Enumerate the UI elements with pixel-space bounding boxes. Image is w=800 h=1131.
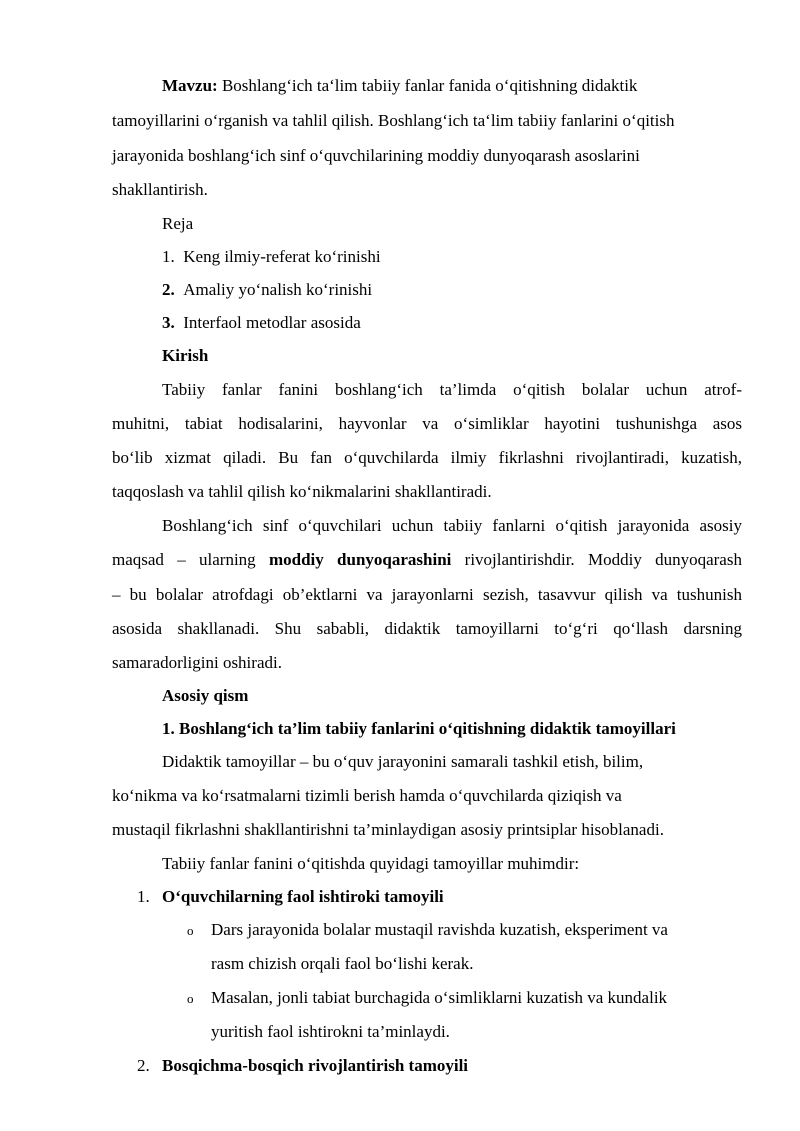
plan-item-text: Keng ilmiy-referat ko‘rinishi — [183, 247, 381, 266]
bullet-2-line-1: Masalan, jonli tabiat burchagida o‘simliklarni kuzatish va kundalik — [211, 988, 668, 1007]
topic-line-2: tamoyillarini o‘rganish va tahlil qilish. Boshlang‘ich ta‘lim tabiiy fanlarini o‘qitish — [112, 111, 675, 130]
intro-p2-line-3: – bu bolalar atrofdagi ob’ektlarni va jarayonlarni sezish, tasavvur qilish va tushunish — [112, 585, 742, 604]
principles-lead: Tabiiy fanlar fanini o‘qitishda quyidagi tamoyillar muhimdir: — [162, 854, 580, 873]
plan-item-number: 1. — [162, 247, 175, 266]
plan-item-number: 3. — [162, 313, 175, 332]
plan-item-2 — [162, 280, 372, 300]
plan-item-1 — [162, 247, 381, 267]
intro-p2-line-4: asosida shakllanadi. Shu sababli, didaktik tamoyillarni to‘g‘ri qo‘llash darsning — [112, 619, 742, 638]
intro-heading: Kirish — [162, 346, 209, 365]
bullet-1-line-1: Dars jarayonida bolalar mustaqil ravishda kuzatish, eksperiment va — [211, 920, 668, 939]
intro-p2-line-2 — [112, 550, 742, 570]
section-1-title: 1. Boshlang‘ich ta’lim tabiiy fanlarini o‘qitishning didaktik tamoyillari — [162, 719, 676, 738]
definition-line-1: Didaktik tamoyillar – bu o‘quv jarayonini samarali tashkil etish, bilim, — [162, 752, 644, 771]
topic-line-3: jarayonida boshlang‘ich sinf o‘quvchilarining moddiy dunyoqarash asoslarini — [112, 146, 640, 165]
principle-2-number: 2. — [137, 1056, 150, 1075]
principle-2-title: Bosqichma-bosqich rivojlantirish tamoyili — [162, 1056, 469, 1075]
definition-line-3: mustaqil fikrlashni shakllantirishni ta’minlaydigan asosiy printsiplar hisoblanadi. — [112, 820, 664, 839]
principle-1-title: O‘quvchilarning faol ishtiroki tamoyili — [162, 887, 444, 906]
principle-1-number: 1. — [137, 887, 150, 906]
topic-line-1 — [162, 76, 637, 96]
intro-p2-line-5: samaradorligini oshiradi. — [112, 653, 282, 672]
bullet-2-line-2: yuritish faol ishtirokni ta’minlaydi. — [211, 1022, 450, 1041]
intro-p2-text: maqsad – ularning — [112, 550, 269, 569]
topic-label: Mavzu: — [162, 76, 218, 95]
intro-p1-line-3: bo‘lib xizmat qiladi. Bu fan o‘quvchilarda ilmiy fikrlashni rivojlantiradi, kuzatish, — [112, 448, 742, 467]
bullet-circle-icon: o — [187, 923, 194, 938]
plan-title: Reja — [162, 214, 194, 233]
plan-item-3 — [162, 313, 361, 333]
intro-p2-line-1: Boshlang‘ich sinf o‘quvchilari uchun tabiiy fanlarni o‘qitish jarayonida asosiy — [162, 516, 742, 535]
bullet-1-line-2: rasm chizish orqali faol bo‘lishi kerak. — [211, 954, 474, 973]
definition-line-2: ko‘nikma va ko‘rsatmalarni tizimli berish hamda o‘quvchilarda qiziqish va — [112, 786, 622, 805]
intro-p1-line-2: muhitni, tabiat hodisalarini, hayvonlar va o‘simliklar hayotini tushunishga asos — [112, 414, 742, 433]
plan-item-number: 2. — [162, 280, 175, 299]
topic-text: Boshlang‘ich ta‘lim tabiiy fanlar fanida o‘qitishning didaktik — [217, 76, 638, 95]
plan-item-text: Interfaol metodlar asosida — [183, 313, 361, 332]
intro-p1-line-4: taqqoslash va tahlil qilish ko‘nikmalarini shakllantiradi. — [112, 482, 492, 501]
bullet-circle-icon: o — [187, 991, 194, 1006]
intro-p2-text: rivojlantirishdir. Moddiy dunyoqarash — [451, 550, 742, 569]
intro-p2-emphasis: moddiy dunyoqarashini — [268, 550, 452, 569]
plan-item-text: Amaliy yo‘nalish ko‘rinishi — [183, 280, 373, 299]
topic-line-4: shakllantirish. — [112, 180, 208, 199]
intro-p1-line-1: Tabiiy fanlar fanini boshlang‘ich ta’limda o‘qitish bolalar uchun atrof- — [162, 380, 742, 399]
main-heading: Asosiy qism — [162, 686, 249, 705]
